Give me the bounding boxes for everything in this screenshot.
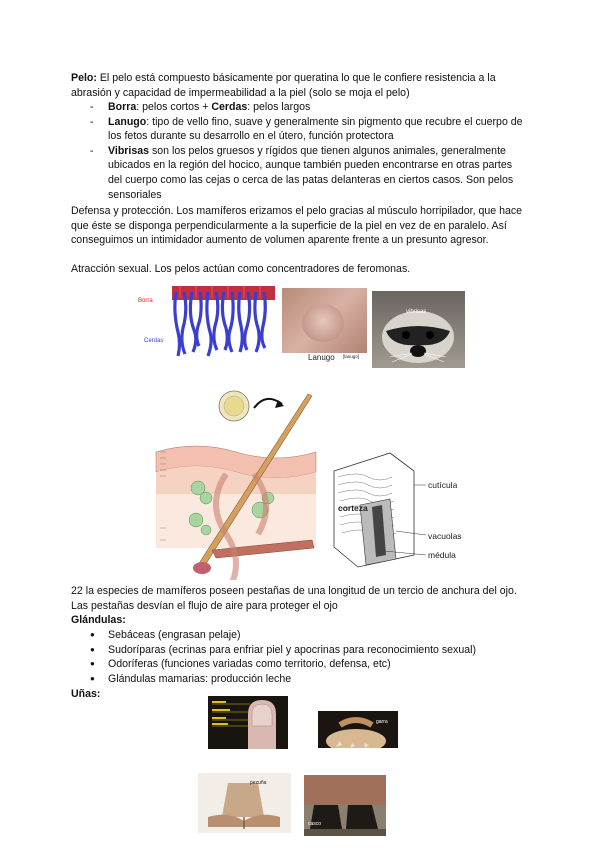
corteza-label: corteza (338, 503, 368, 513)
raccoon-drawing (372, 291, 465, 368)
lanugo-skin-detail (302, 304, 344, 342)
glandulas-list (90, 628, 530, 686)
pezuna-label: pezuña (250, 780, 267, 786)
list-item: ● Sudoríparas (ecrinas para enfriar piel y apocrinas para reconocimiento sexual) (90, 643, 530, 658)
unas-title: Uñas: (71, 688, 101, 700)
pelo-title: Pelo: (71, 72, 97, 84)
list-item: ● Glándulas mamarias: producción leche (90, 672, 530, 687)
lanugo-small-label: [lanugo] (343, 354, 360, 360)
vacuolas-label: vacuolas (428, 531, 462, 541)
cerdas-label: Cerdas (144, 338, 164, 344)
casco-photo (304, 775, 386, 836)
casco-label: casco (308, 821, 322, 827)
garra-label: garra (376, 719, 388, 725)
borra-label: Borra (138, 298, 153, 304)
list-item: ● Sebáceas (engrasan pelaje) (90, 628, 530, 643)
cuticula-label: cutícula (428, 480, 458, 490)
pezuna-photo (198, 773, 291, 833)
human-nail-photo (208, 696, 288, 749)
raccoon-photo (372, 291, 465, 368)
list-item: - Borra: pelos cortos + Cerdas: pelos largos (90, 100, 526, 115)
lanugo-label: Lanugo (308, 353, 335, 363)
list-item: - Vibrisas son los pelos gruesos y rígidos que tienen algunos animales, generalmente ubicados en la región del hocico, aunque también pueden encontrarse en otras partes del cuerpo como las cejas o cerca de las patas delanteras en ciertos casos. Son pelos sensoriales (90, 144, 526, 202)
garra-photo (318, 711, 398, 748)
finger-nail-drawing (208, 696, 288, 749)
atraccion-paragraph: Atracción sexual. Los pelos actúan como concentradores de feromonas. (71, 263, 411, 275)
list-item: ● Odoríferas (funciones variadas como territorio, defensa, etc) (90, 657, 530, 672)
hoof-pezuna-drawing (198, 773, 291, 833)
hair-follicle-diagram (136, 380, 346, 580)
hair-strands-drawing (136, 286, 275, 364)
lanugo-photo (282, 288, 367, 369)
glandulas-title: Glándulas: (71, 614, 126, 626)
pestanas-paragraph: 22 la especies de mamíferos poseen pestañas de una longitud de un tercio de anchura del ojo. Las pestañas desvían el flujo de aire para proteger el ojo (71, 585, 517, 612)
vibrisas-label: vibrisas (406, 309, 427, 315)
pelo-paragraph (71, 71, 531, 100)
pelo-text: El pelo está compuesto básicamente por queratina lo que le confiere resistencia a la abrasión y capacidad de impermeabilidad a la piel (solo se moja el pelo) (71, 72, 496, 99)
defensa-paragraph: Defensa y protección. Los mamíferos erizamos el pelo gracias al músculo horripilador, que hace que éste se disponga perpendicularmente a la superficie de la piel en vez de en paralelo. Así conseguimos un intimidador aumento de volumen aparente frente a un presunto agresor. (71, 205, 523, 247)
follicle-drawing (136, 380, 346, 580)
medula-label: médula (428, 550, 456, 560)
list-item: - Lanugo: tipo de vello fino, suave y generalmente sin pigmento que recubre el cuerpo de los fetos durante su desarrollo en el útero, función protectora (90, 115, 526, 144)
hair-types-list (90, 100, 526, 202)
borra-cerdas-illustration (136, 286, 275, 364)
hair-cross-section-diagram (330, 451, 500, 569)
